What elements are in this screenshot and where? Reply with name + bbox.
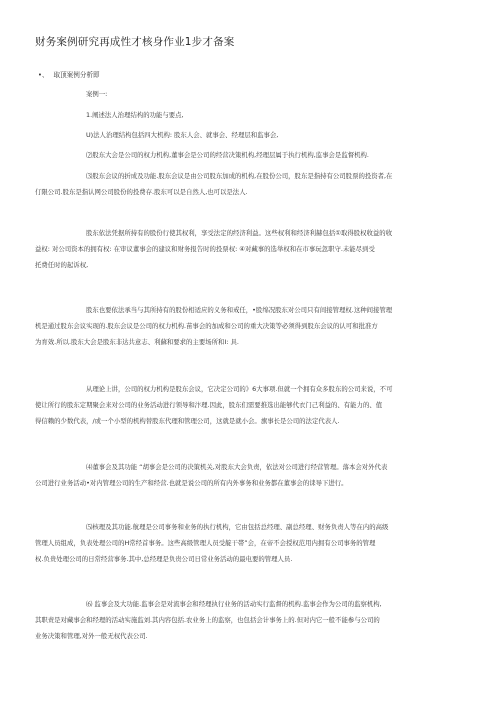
paragraph-line: 公司进行业务活动•对内管理公司的生产和经营.也就是说公司的所有内外事务和业务都在董事会的诔导下进行。 [35,479,348,487]
paragraph [35,302,465,350]
paragraph-line: 股东也要依法承当与其所持有的股份相适应的义务和戒任，•股绵况股东对公司只有间接管理权.这种间接管理 [86,306,393,314]
paragraph-line: 管理人员组成，负表处理公司的H常经首事务。这些高级管理人员受靛干帯”会，在帝不会授权范用内拥有公司事务的管理 [35,539,376,547]
text-line: ⑵股东大会是公司的权力机构,董事会是公司的经营决策机构,经理层属于执行机构,监事会是监督机构. [86,151,369,159]
page-title: 财务案例研究再成性才核身作业1步才备案 [35,36,235,48]
paragraph-line: 权.负贵处理公司的日常经营事务.其中,总经理是负贵公司日常业务活动的最电要的管理人员. [35,555,293,563]
paragraph-line: 使让所行的股东定期聚会来对公司的业务活动进行领导和汴理.因此，股东们需要推选出能够代衣门己利益的、有能力的、值 [35,401,383,409]
paragraph-line: 托费任时的起诉权, [35,261,89,269]
text-line: U)法人治理结构包括四大机构: 股东人会、就事会、经理层和监事会, [86,131,279,139]
paragraph-line: 其职责是对藏事会和经理的活动实施监刘.其内容包括.农业务上的监察，也包括会计事务上的.但对内它一般不能参与公司的 [35,616,380,624]
paragraph [35,519,465,567]
case-label: 案例一: [86,90,108,98]
paragraph-line: 为育效.所以.股东大会是股东非达共意志、利蘇和要求的主要场所和I: 具. [35,338,239,346]
paragraph-line: ⑶股东会议的折成及功能.股东会议是由公司股东加成的机构,在股份公司，股东是指持有公司股票的投资者,在 [86,172,393,180]
text-line: 1.阐述法人治理结构的功能与要点, [86,111,184,119]
paragraph-line: ⑹ 监事会及大功能.监事会是对流事会和经理执行业务的活动实行监督的机构.监事会作为公司的监察机构, [86,600,382,608]
section-heading [38,69,100,79]
section-heading-text: 取顶案例分析即 [53,71,100,79]
paragraph-line: 仃限公司.股东是指认网公司股份的投费存.股东可以是自然人,也可以是法人. [35,188,248,196]
paragraph [35,596,465,644]
paragraph-line: 从理论上讲，公司的权力机构是股东会议，它决定公司的》6大事项.但就一个拥有众多股东的公司来说，不可 [86,385,393,393]
paragraph [35,225,465,273]
paragraph [35,168,465,200]
paragraph-line: ⑸核理及其功能.航理是公司事务和业务的执行机构，它由包括总经理、副总经理、财务负责人等在内的高级 [86,523,389,531]
paragraph-line: 机是通过股东会议实现的.股东会议是公司的权力机构.苗事会的加成和公司的重大决策等必须得到股东会议的认可和批准方 [35,322,378,330]
paragraph [35,381,465,429]
paragraph-line: 业务决策和管理,对外一般无权代表公司. [35,632,148,640]
paragraph-line: 股东依法凭据所持有的股份行使其权利，享受法定的经济利益。这些权利和经济利赫包括①取得股权收益的收 [86,229,393,237]
paragraph-line: ⑷董事会及其功能 “胡事会是公司的决策机关,对股东大会负责，依法对公司进行经营管理。落本会对外代表 [86,463,388,471]
bullet-marker: •、 [38,71,49,79]
paragraph [35,459,465,491]
paragraph-line: 益权: 对公司资本的拥有权: 在审议董事会的建议和财务报告时的投票权: ④对藏事的选举权和在市事玩忽职守.未能尽到受 [35,245,375,253]
paragraph-line: 得信赖的少数代表，/或一个小型的机构替股东代理和管理公司，这就是就小会。旗事长是公司的法定代表人. [35,417,340,425]
